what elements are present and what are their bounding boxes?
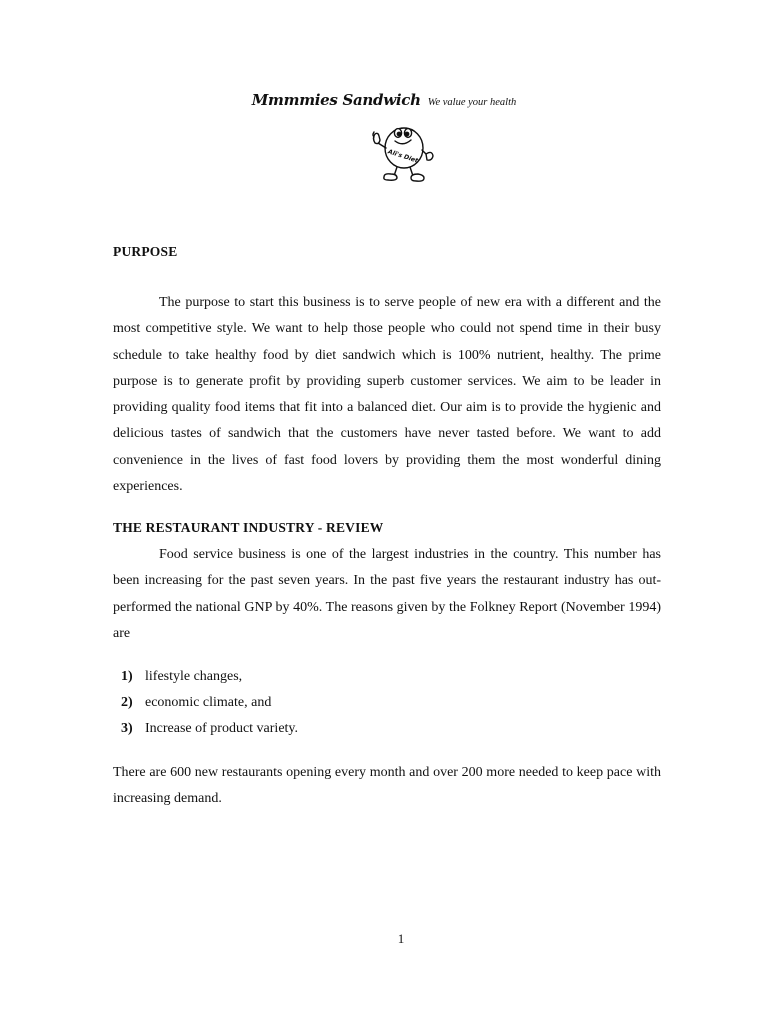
mascot-body-text: Ali's Diet xyxy=(386,148,419,165)
reasons-list xyxy=(121,666,298,744)
list-item-text: Increase of product variety. xyxy=(145,721,299,736)
masthead xyxy=(0,91,768,110)
list-item xyxy=(121,718,298,744)
list-item-number: 3) xyxy=(121,721,133,736)
list-item xyxy=(121,692,298,718)
page-number: 1 xyxy=(397,931,405,946)
purpose-paragraph: The purpose to start this business is to serve people of new era with a different and the most competitive style. We want to help those people who could not spend time in their busy schedule to take healthy food by diet sandwich which is 100% nutrient, healthy. The prime purpose is to generate profit by providing superb customer services. We aim to be leader in providing quality food items that fit into a balanced diet. Our aim is to provide the hygienic and delicious tastes of sandwich that the customers have never tasted before. We want to add convenience in the lives of fast food lovers by providing them the most wonderful dining experiences. xyxy=(113,295,661,495)
brand-name: Mmmmies Sandwich xyxy=(251,91,421,109)
list-item-text: lifestyle changes, xyxy=(145,669,243,684)
mascot-logo-icon xyxy=(366,116,438,186)
section-heading-purpose: PURPOSE xyxy=(113,244,178,259)
section-heading-industry-review: THE RESTAURANT INDUSTRY - REVIEW xyxy=(113,520,384,535)
list-item-number: 2) xyxy=(121,695,133,710)
list-item xyxy=(121,666,298,692)
industry-review-paragraph: Food service business is one of the largest industries in the country. This number has been increasing for the past seven years. In the past five years the restaurant industry has out-performed the national GNP by 40%. The reasons given by the Folkney Report (November 1994) are xyxy=(113,547,661,641)
closing-paragraph: There are 600 new restaurants opening every month and over 200 more needed to keep pace with increasing demand. xyxy=(113,765,661,807)
brand-tagline: We value your health xyxy=(427,97,517,108)
list-item-text: economic climate, and xyxy=(145,695,272,710)
list-item-number: 1) xyxy=(121,669,133,684)
